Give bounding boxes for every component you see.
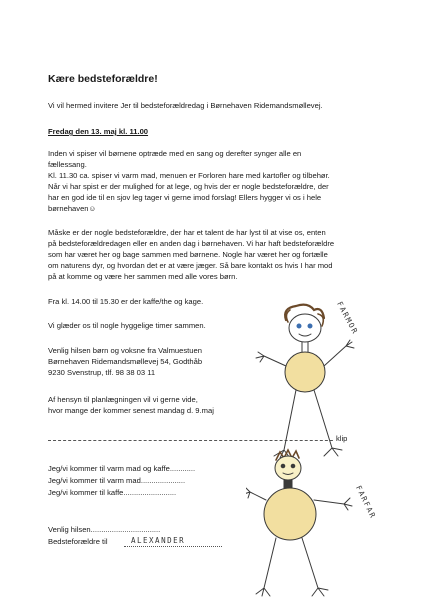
page-title: Kære bedsteforældre! [48, 73, 158, 85]
look-forward-text: Vi glæder os til nogle hyggelige timer sammen. [48, 321, 206, 330]
p2-line: om naturens dyr, og hvordan det er at være jæger. Så bare kontakt os hvis I har mod [48, 261, 333, 270]
drawing-label-farmor: FARMOR [335, 300, 360, 337]
signature-line: Venlig hilsen børn og voksne fra Valmuestuen [48, 346, 202, 355]
drawing-label-farfar: FARFAR [353, 484, 378, 521]
event-date: Fredag den 13. maj kl. 11.00 [48, 127, 149, 136]
p1-line: Inden vi spiser vil børnene optræde med en sang og derefter synger alle en [48, 149, 302, 158]
signature-line: Børnehaven Ridemandsmøllevej 54, Godthåb [48, 357, 203, 366]
p2-line: på bedsteforældredagen eller en anden dag i børnehaven. Vi har haft bedsteforældre [48, 239, 335, 248]
p1-line: Kl. 11.30 ca. spiser vi varm mad, menuen er Forloren hare med kartofler og tilbehør. [48, 171, 330, 180]
p1-line: børnehaven☺ [48, 204, 97, 213]
clip-label: klip [336, 434, 348, 443]
p1-line: fællessang. [48, 160, 87, 169]
name-underline [124, 546, 222, 547]
reply-option: Jeg/vi kommer til kaffe......................... [48, 488, 177, 497]
p2-line: Måske er der nogle bedsteforældre, der har et talent de har lyst til at vise os, enten [48, 228, 326, 237]
child-name: ALEXANDER [131, 536, 186, 545]
coffee-text: Fra kl. 14.00 til 15.30 er der kaffe/the og kage. [48, 297, 204, 306]
intro-text: Vi vil hermed invitere Jer til bedsteforældredag i Børnehaven Ridemandsmøllevej. [48, 101, 323, 110]
signature-line: 9230 Svenstrup, tlf. 98 38 03 11 [48, 368, 156, 377]
closing-line: Venlig hilsen................................. [48, 525, 161, 534]
grandparents-to-label: Bedsteforældre til [48, 537, 108, 546]
reply-option: Jeg/vi kommer til varm mad og kaffe............ [48, 464, 196, 473]
deadline-line: Af hensyn til planlægningen vil vi gerne vide, [48, 395, 198, 404]
child-drawing-grandfather [246, 448, 371, 600]
p2-line: som har været her og bage sammen med børnene. Nogle har været her og fortælle [48, 250, 328, 259]
child-drawing-grandmother [252, 300, 377, 460]
deadline-line: hvor mange der kommer senest mandag d. 9.maj [48, 406, 214, 415]
p1-line: Når vi har spist er der mulighed for at lege, og hvis der er nogle bedsteforældre, der [48, 182, 329, 191]
p1-line: har en god ide til en sjov leg tager vi gerne imod forslag! Ellers hygger vi os i hele [48, 193, 322, 202]
p2-line: på at komme og være her sammen med alle vores børn. [48, 272, 238, 281]
reply-option: Jeg/vi kommer til varm mad..................... [48, 476, 186, 485]
